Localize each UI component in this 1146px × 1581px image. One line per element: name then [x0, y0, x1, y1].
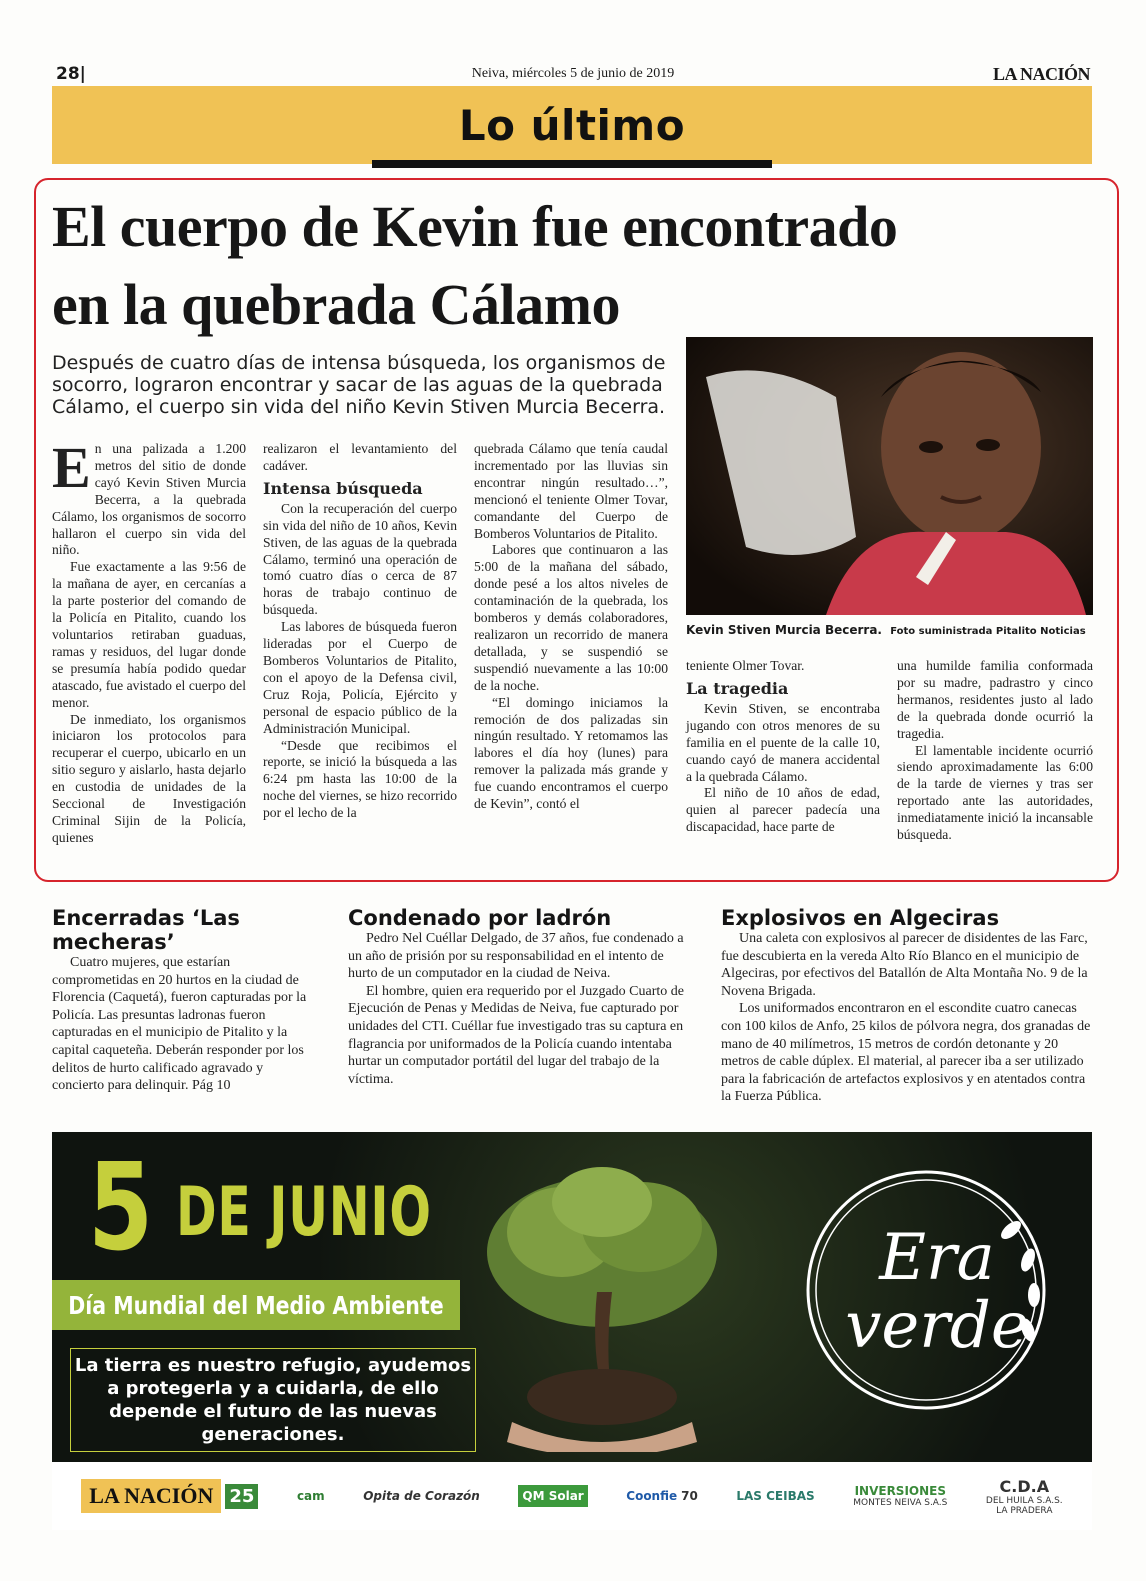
logo-line-verde: verde	[845, 1289, 1029, 1363]
col2-paragraph-2: Las labores de búsqueda fueron lideradas por el Cuerpo de Bomberos Voluntarios de Pitalito, con el apoyo de la Defensa civil, Cruz Roja, Policía, Ejército y personal de espacio público de la Administración Municipal.	[263, 619, 457, 736]
sponsor-coonfie: Coonfie 70	[626, 1489, 698, 1503]
headline-line-2: en la quebrada Cálamo	[52, 272, 620, 337]
ad-message-box	[70, 1348, 476, 1452]
col4-paragraph-2: El niño de 10 años de edad, quien al parecer padecía una discapacidad, hace parte de	[686, 785, 880, 835]
article-column-4	[686, 658, 880, 836]
article-headline	[52, 188, 1102, 344]
ad-message: La tierra es nuestro refugio, ayudemos a protegerla y a cuidarla, de ello depende el futuro de las nuevas generaciones.	[74, 1355, 472, 1445]
sponsor-qm-solar: QM Solar	[518, 1485, 587, 1507]
article-column-1	[52, 435, 246, 847]
headline-line-1: El cuerpo de Kevin fue encontrado	[52, 194, 898, 259]
tree-in-hands-icon	[472, 1142, 732, 1452]
brief-paragraph: Cuatro mujeres, que estarían comprometidas en 20 hurtos en la ciudad de Florencia (Caquetá), fueron capturadas por la Policía. Las presuntas ladronas fueron capturadas en el municipio de Pitalito y la capital caqueteña. Deberán responder por los delitos de hurto calificado agravado y concierto para delinquir. Pág 10	[52, 955, 307, 1094]
caption-text: Kevin Stiven Murcia Becerra.	[686, 623, 882, 637]
sponsor-opita-corazon: Opita de Corazón	[363, 1489, 480, 1503]
brief-paragraph: Pedro Nel Cuéllar Delgado, de 37 años, fue condenado a un año de prisión por su responsabilidad en el intento de hurto de un computador en la ciudad de Neiva.	[348, 931, 684, 982]
era-verde-logo	[837, 1221, 1037, 1363]
article-column-5	[897, 658, 1093, 844]
anniversary-25-badge: 25	[225, 1484, 258, 1509]
sponsor-logos	[52, 1462, 1092, 1530]
article-lede: Después de cuatro días de intensa búsqueda, los organismos de socorro, lograron encontrar y sacar de las aguas de la quebrada Cálamo, el cuerpo sin vida del niño Kevin Stiven Murcia Becerra.	[52, 352, 666, 418]
col3-paragraph-1: Labores que continuaron a las 5:00 de la mañana del sábado, donde pesé a los altos niveles de contaminación de la quebrada, los bomberos y demás colaboradores, realizaron un recorrido de manera detallada, y se suspendió se suspendió nuevamente a las 10:00 de la noche.	[474, 542, 668, 693]
brief-paragraph: El hombre, quien era requerido por el Juzgado Cuarto de Ejecución de Penas y Medidas de Neiva, fue capturado por unidades del CTI. Cuéllar fue investigado tras su captura en flagrancia por uniformados de la Policía cuando intentaba hurtar un computador portátil del lugar del trabajo de la víctima.	[348, 983, 685, 1087]
col2-paragraph-1: Con la recuperación del cuerpo sin vida del niño de 10 años, Kevin Stiven, de las aguas de la quebrada Cálamo, terminó una operación de tomó cuatro días o cerca de 87 horas de trabajo continuo de búsqueda.	[263, 500, 457, 618]
sponsor-las-ceibas: LAS CEIBAS	[736, 1489, 815, 1503]
brief-title: Condenado por ladrón	[348, 906, 612, 930]
ad-month: DE JUNIO	[176, 1173, 432, 1252]
dateline: Neiva, miércoles 5 de junio de 2019	[471, 66, 675, 81]
col3-paragraph-0: quebrada Cálamo que tenía caudal incrementado por las lluvias sin encontrar ningún resultado…”, mencionó el teniente Olmer Tovar, comandante del Cuerpo de Bomberos Voluntarios de Pitalito.	[474, 441, 668, 541]
sponsor-cda: C.D.A DEL HUILA S.A.S. LA PRADERA	[985, 1476, 1063, 1516]
section-band	[52, 86, 1092, 164]
drop-cap: E	[52, 435, 91, 500]
sponsor-inversiones: INVERSIONES MONTES NEIVA S.A.S	[853, 1484, 948, 1508]
brief-paragraph: Una caleta con explosivos al parecer de disidentes de las Farc, fue descubierta en la vereda Alto Río Blanco en el municipio de Algeciras, por efectivos del Batallón de Alta Montaña No. 9 de la Novena Brigada.	[721, 931, 1088, 999]
photo-credit: Foto suministrada Pitalito Noticias	[890, 626, 1086, 637]
ad-event-banner	[52, 1280, 460, 1330]
logo-line-era: Era	[879, 1221, 995, 1295]
newspaper-brand: LA NACIÓN	[992, 64, 1090, 84]
subhead-la-tragedia: La tragedia	[686, 678, 789, 698]
sponsor-la-nacion	[81, 1479, 258, 1513]
brief-paragraph: Los uniformados encontraron en el escondite cuatro canecas con 100 kilos de Anfo, 25 kilos de pólvora negra, dos granadas de mano de 40 milímetros, 15 metros de cordón detonante y 20 metros de cable dúplex. El material, al parecer iba a ser utilizado para la fabricación de artefactos explosivos y en atentados contra la Fuerza Pública.	[721, 1001, 1091, 1105]
brief-title: Encerradas ‘Las mecheras’	[52, 906, 240, 954]
article-column-3	[474, 441, 668, 813]
col4-paragraph-1: Kevin Stiven, se encontraba jugando con otros menores de su familia en el puente de la calle 10, cuando cayó de manera accidental a la quebrada Cálamo.	[686, 700, 880, 784]
environment-day-ad	[52, 1132, 1092, 1462]
ad-event-title: Día Mundial del Medio Ambiente	[68, 1290, 444, 1320]
ad-day-number: 5	[88, 1139, 154, 1278]
photo-boy-image	[686, 337, 1093, 615]
col4-paragraph-0: teniente Olmer Tovar.	[686, 658, 805, 673]
col2-paragraph-0: realizaron el levantamiento del cadáver.	[263, 441, 457, 473]
article-column-2	[263, 441, 457, 822]
page-number: 28|	[56, 64, 86, 84]
brief-title: Explosivos en Algeciras	[721, 906, 1000, 930]
photo-caption	[686, 623, 1093, 637]
col5-paragraph-0: una humilde familia conformada por su madre, padrastro y cinco hermanos, residentes justo al lado de la quebrada donde ocurrió la tragedia.	[897, 658, 1093, 741]
col1-paragraph-2: Fue exactamente a las 9:56 de la mañana de ayer, en cercanías a la parte posterior del comando de la Policía en Pitalito, cuando los voluntarios retiraban guaduas, ramas y residuos, del lugar donde se presumía había podido quedar atascado, fue avistado el cuerpo del menor.	[52, 559, 246, 710]
col5-paragraph-1: El lamentable incidente ocurrió siendo aproximadamente las 6:00 de la tarde de viernes y tras ser reportado ante las autoridades, inmediatamente inició la incansable búsqueda.	[897, 742, 1093, 843]
col1-paragraph-1: n una palizada a 1.200 metros del sitio de donde cayó Kevin Stiven Murcia Becerra, a la quebrada Cálamo, los organismos de socorro hallaron el cuerpo sin vida del niño.	[52, 441, 246, 558]
col3-paragraph-2: “El domingo iniciamos la remoción de dos palizadas sin ningún resultado. Y retomamos las labores el día hoy (lunes) para remover la palizada más grande y fue cuando encontramos el cuerpo de Kevin”, contó el	[474, 694, 668, 812]
brief-mecheras	[52, 906, 314, 1095]
col1-paragraph-3: De inmediato, los organismos iniciaron los protocolos para recuperar el cuerpo, ubicarlo en un sitio seguro y aislarlo, hasta dejarlo en custodia de unidades de la Seccional de Investigación Criminal Sijin de la Policía, quienes	[52, 711, 246, 845]
article-photo	[686, 337, 1093, 615]
sponsor-cam: cam	[296, 1489, 325, 1503]
brief-condenado	[348, 906, 688, 1088]
col2-paragraph-3: “Desde que recibimos el reporte, se inició la búsqueda a las 6:24 pm hasta las 10:00 de la noche del viernes, se hizo recorrido por el lecho de la	[263, 737, 457, 821]
subhead-intensa-busqueda: Intensa búsqueda	[263, 478, 423, 498]
section-underline	[372, 160, 772, 168]
section-title: Lo último	[458, 100, 686, 150]
brief-explosivos	[721, 906, 1093, 1106]
sponsor-la-nacion-logo: LA NACIÓN	[81, 1479, 221, 1513]
